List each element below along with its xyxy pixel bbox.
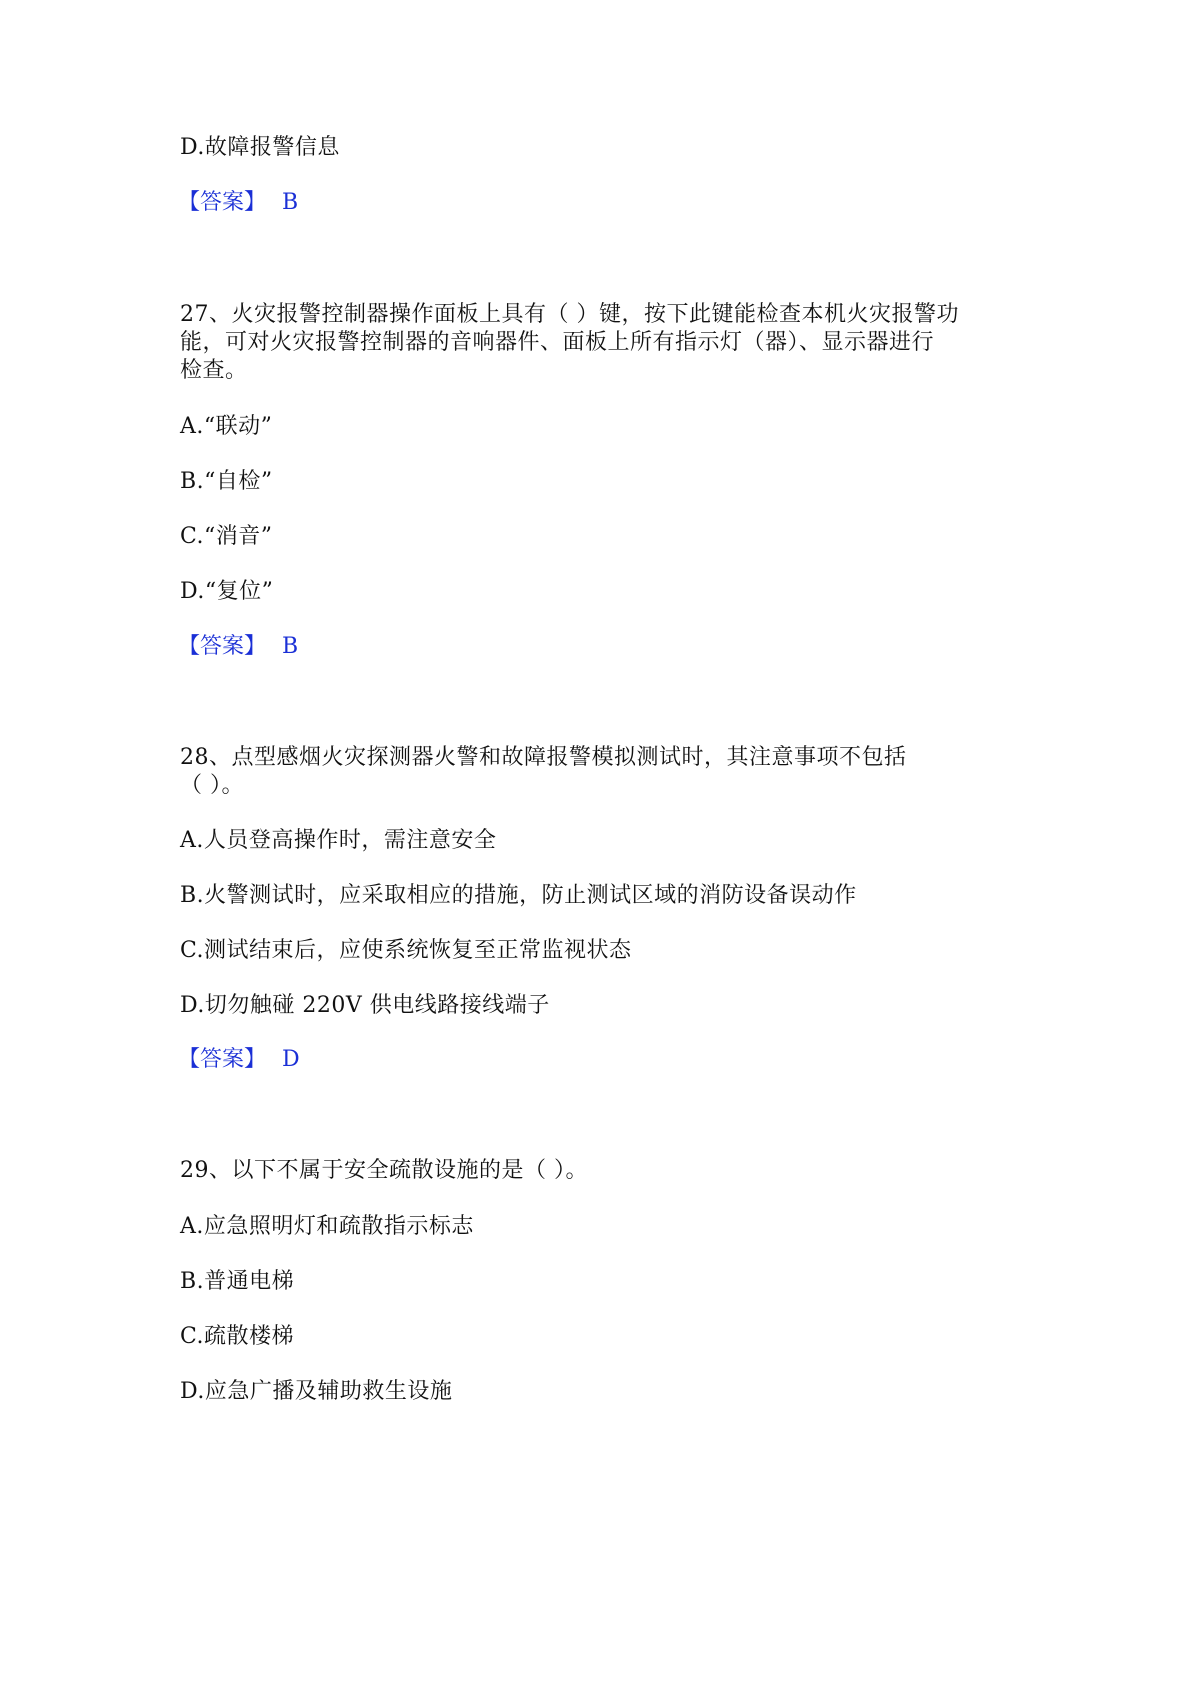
answer-label: 【答案】 — [178, 634, 267, 659]
q28-stem-line-2: （ ）。 — [180, 773, 244, 798]
answer-label: 【答案】 — [178, 190, 267, 215]
answer-value: B — [282, 634, 299, 659]
q27-option-d: D.“复位” — [180, 579, 274, 604]
q27-answer — [178, 632, 298, 662]
q28-answer — [178, 1045, 300, 1075]
q27-option-a: A.“联动” — [180, 414, 273, 439]
q26-option-d: D.故障报警信息 — [180, 135, 340, 160]
answer-value: D — [282, 1047, 300, 1072]
q27-stem-line-1: 27、火灾报警控制器操作面板上具有（ ）键，按下此键能检查本机火灾报警功 — [180, 302, 959, 327]
q29-option-d: D.应急广播及辅助救生设施 — [180, 1379, 453, 1404]
q28-stem-line-1: 28、点型感烟火灾探测器火警和故障报警模拟测试时，其注意事项不包括 — [180, 745, 907, 770]
q29-option-a: A.应急照明灯和疏散指示标志 — [180, 1214, 474, 1239]
q28-option-a: A.人员登高操作时，需注意安全 — [180, 828, 497, 853]
answer-value: B — [282, 190, 299, 215]
q27-stem-line-2: 能，可对火灾报警控制器的音响器件、面板上所有指示灯（器）、显示器进行 — [180, 330, 935, 355]
q28-option-c: C.测试结束后，应使系统恢复至正常监视状态 — [180, 938, 632, 963]
q27-option-c: C.“消音” — [180, 524, 273, 549]
q28-option-d: D.切勿触碰 220V 供电线路接线端子 — [180, 993, 550, 1018]
q26-answer — [178, 188, 298, 218]
q27-stem-line-3: 检查。 — [180, 358, 248, 383]
q29-option-b: B.普通电梯 — [180, 1269, 295, 1294]
q29-stem-line-1: 29、以下不属于安全疏散设施的是（ ）。 — [180, 1158, 588, 1183]
q27-option-b: B.“自检” — [180, 469, 273, 494]
q29-option-c: C.疏散楼梯 — [180, 1324, 295, 1349]
answer-label: 【答案】 — [178, 1047, 267, 1072]
q28-option-b: B.火警测试时，应采取相应的措施，防止测试区域的消防设备误动作 — [180, 883, 857, 908]
